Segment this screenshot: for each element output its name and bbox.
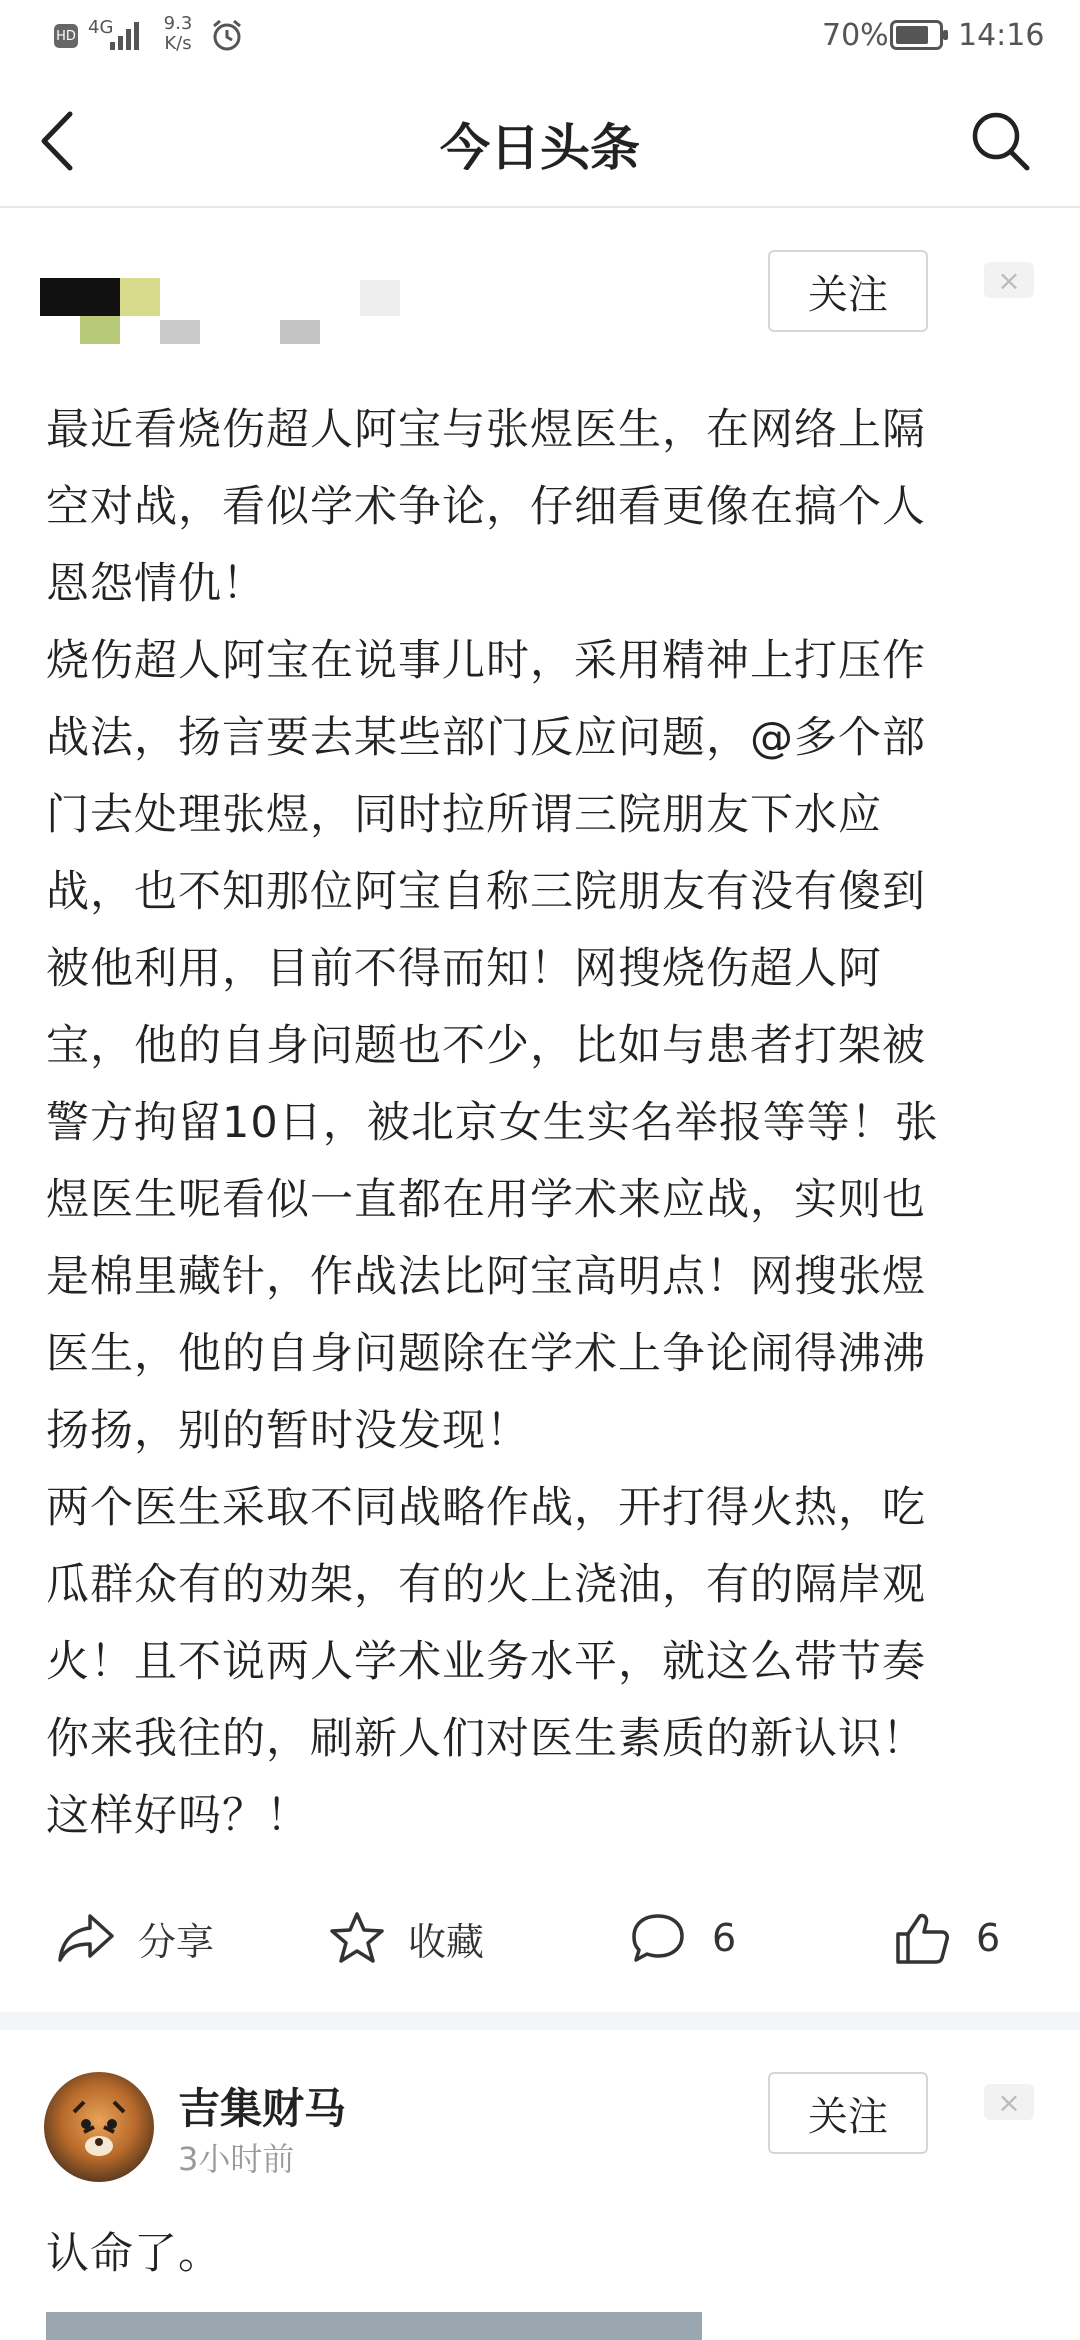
share-button[interactable] xyxy=(56,1888,214,1988)
follow-button[interactable]: 关注 xyxy=(768,2072,928,2154)
avatar[interactable] xyxy=(44,2072,154,2182)
dismiss-button[interactable]: × xyxy=(984,262,1034,298)
redacted-name xyxy=(280,320,320,344)
alarm-icon xyxy=(210,18,244,52)
redacted-name xyxy=(360,280,400,316)
network-type: 4G xyxy=(88,17,114,38)
share-icon xyxy=(56,1912,116,1964)
post-card xyxy=(0,2030,1080,2340)
status-bar xyxy=(0,0,1080,72)
like-button[interactable] xyxy=(894,1888,1000,1988)
comment-icon xyxy=(630,1912,686,1964)
comment-button[interactable] xyxy=(630,1888,736,1988)
post-time: 3小时前 xyxy=(178,2140,295,2178)
redacted-name xyxy=(160,320,200,344)
thumbs-up-icon xyxy=(894,1910,950,1966)
tiger-cub-icon xyxy=(44,2072,154,2182)
star-icon xyxy=(328,1910,386,1966)
post-body: 认命了。 xyxy=(46,2229,222,2279)
like-count: 6 xyxy=(976,1916,1001,1960)
clock: 14:16 xyxy=(958,18,1045,53)
favorite-label: 收藏 xyxy=(408,1919,485,1964)
redacted-avatar xyxy=(80,316,120,344)
search-icon[interactable] xyxy=(970,110,1032,172)
follow-button[interactable]: 关注 xyxy=(768,250,928,332)
battery-percent: 70% xyxy=(822,18,889,53)
post-body: 最近看烧伤超人阿宝与张煜医生，在网络上隔 空对战，看似学术争论，仔细看更像在搞个人 恩怨情仇！ 烧伤超人阿宝在说事儿时，采用精神上打压作 战法，扬言要去某些部门反应问题，@多个部 门去处理张煜，同时拉所谓三院朋友下水应 战，也不知那位阿宝自称三院朋友有没有傻到 被他利用，目前不得而知！网搜烧伤超人阿 宝，他的自身问题也不少，比如与患者打架被 警方拘留10日，被北京女生实名举报等等！张 煜医生呢看似一直都在用学术来应战，实则也 是棉里藏针，作战法比阿宝高明点！网搜张煜 医生，他的自身问题除在学术上争论闹得沸沸 扬扬，别的暂时没发现！ 两个医生采取不同战略作战，开打得火热，吃 瓜群众有的劝架，有的火上浇油，有的隔岸观 火！且不说两人学术业务水平，就这么带节奏 你来我往的，刷新人们对医生素质的新认识！ 这样好吗？！ xyxy=(46,405,939,1841)
favorite-button[interactable] xyxy=(328,1888,484,1988)
post-card xyxy=(0,208,1080,2008)
post-image[interactable] xyxy=(46,2312,702,2340)
dismiss-button[interactable]: × xyxy=(984,2084,1034,2120)
title-bar xyxy=(0,72,1080,208)
redacted-avatar xyxy=(120,278,160,316)
comment-count: 6 xyxy=(712,1916,737,1960)
page-title: 今日头条 xyxy=(440,119,640,177)
author-name[interactable]: 吉集财马 xyxy=(178,2084,347,2133)
feed-divider xyxy=(0,2012,1080,2030)
redacted-avatar xyxy=(40,278,120,316)
signal-icon xyxy=(110,20,142,52)
action-bar xyxy=(0,1888,1080,1988)
battery-icon xyxy=(890,20,950,50)
hd-icon: HD xyxy=(54,24,78,48)
net-speed: 9.3 K/s xyxy=(163,13,193,54)
share-label: 分享 xyxy=(138,1919,215,1964)
